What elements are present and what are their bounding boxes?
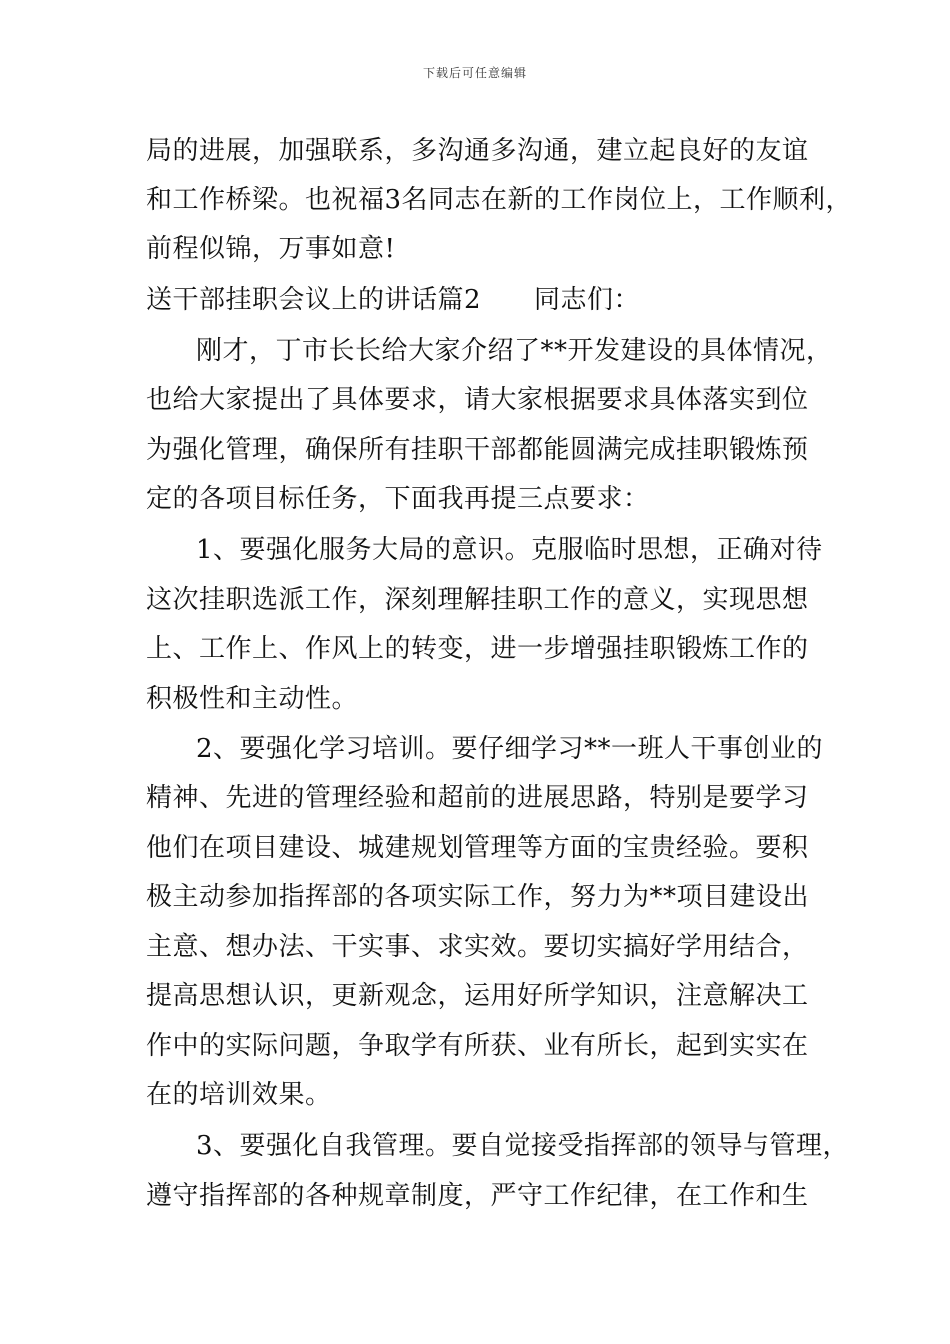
section-heading: 送干部挂职会议上的讲话篇2 同志们：: [146, 285, 641, 315]
body-line: 局的进展，加强联系，多沟通多沟通，建立起良好的友谊: [146, 136, 809, 166]
body-line: 作中的实际问题，争取学有所获、业有所长，起到实实在: [146, 1031, 809, 1061]
paragraph-start: 刚才，丁市长长给大家介绍了**开发建设的具体情况，: [196, 336, 833, 366]
header-note: 下载后可任意编辑: [422, 66, 527, 80]
body-line: 前程似锦，万事如意!: [146, 234, 396, 264]
paragraph-start: 2、要强化学习培训。要仔细学习**一班人干事创业的: [196, 734, 824, 764]
body-line: 极主动参加指挥部的各项实际工作，努力为**项目建设出: [146, 882, 810, 912]
paragraph-start: 3、要强化自我管理。要自觉接受指挥部的领导与管理，: [196, 1131, 850, 1161]
body-line: 这次挂职选派工作，深刻理解挂职工作的意义，实现思想: [146, 585, 809, 615]
body-line: 他们在项目建设、城建规划管理等方面的宝贵经验。要积: [146, 833, 809, 863]
body-line: 遵守指挥部的各种规章制度，严守工作纪律，在工作和生: [146, 1181, 809, 1211]
body-line: 也给大家提出了具体要求，请大家根据要求具体落实到位: [146, 385, 809, 415]
body-line: 定的各项目标任务，下面我再提三点要求：: [146, 484, 650, 514]
body-line: 为强化管理，确保所有挂职干部都能圆满完成挂职锻炼预: [146, 435, 809, 465]
body-line: 主意、想办法、干实事、求实效。要切实搞好学用结合，: [146, 932, 809, 962]
body-line: 提高思想认识，更新观念，运用好所学知识，注意解决工: [146, 981, 809, 1011]
body-line: 积极性和主动性。: [146, 684, 359, 714]
body-line: 在的培训效果。: [146, 1080, 332, 1110]
paragraph-start: 1、要强化服务大局的意识。克服临时思想，正确对待: [196, 535, 823, 565]
body-line: 上、工作上、作风上的转变，进一步增强挂职锻炼工作的: [146, 634, 809, 664]
body-line: 精神、先进的管理经验和超前的进展思路，特别是要学习: [146, 783, 809, 813]
body-line: 和工作桥梁。也祝福3名同志在新的工作岗位上，工作顺利，: [146, 185, 853, 215]
